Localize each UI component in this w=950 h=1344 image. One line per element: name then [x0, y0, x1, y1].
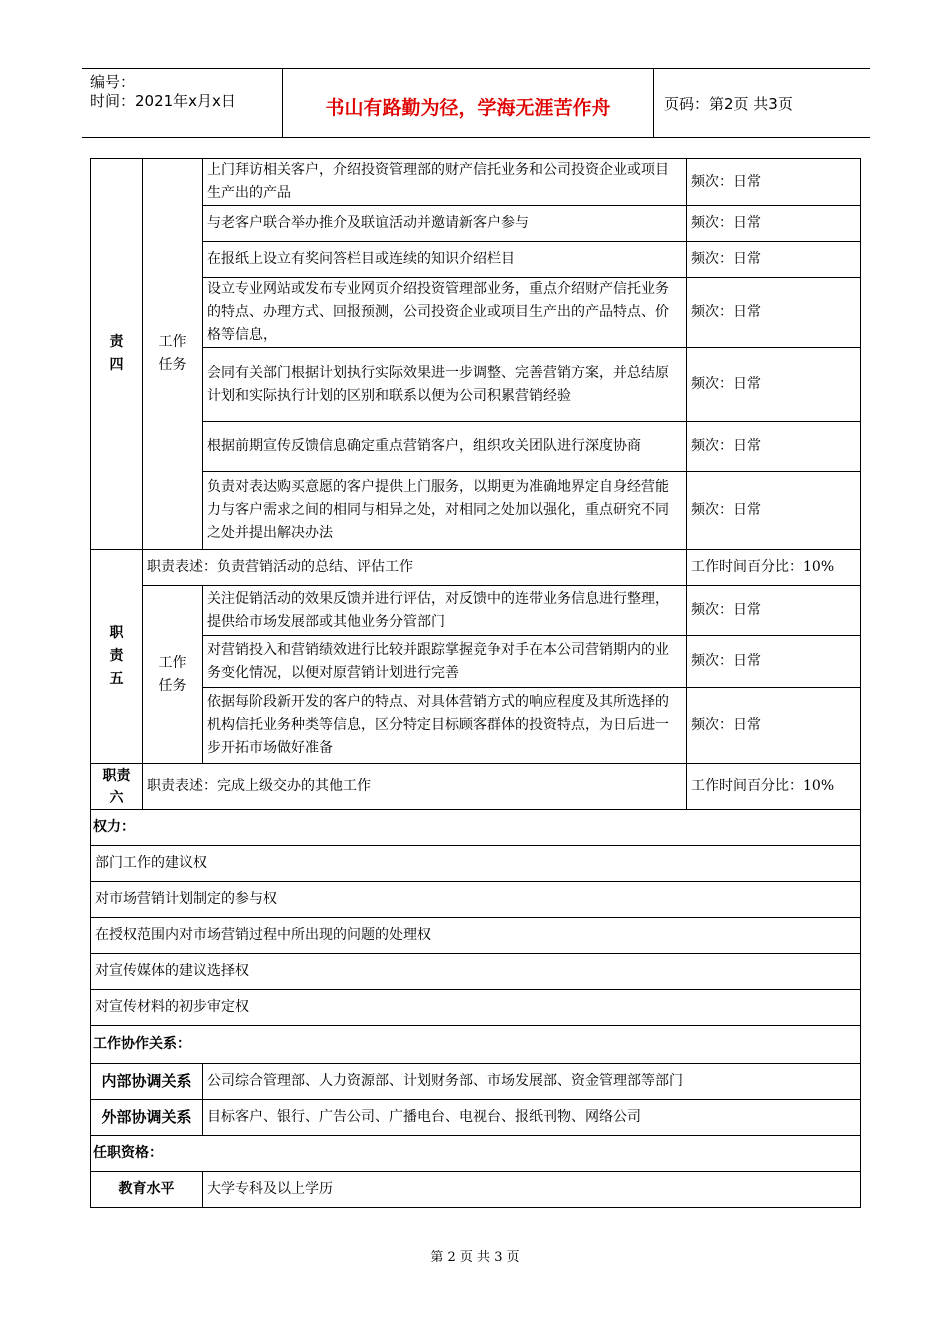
- duty4-task-frequency: 频次：日常: [687, 348, 861, 422]
- duty4-task-row: [91, 472, 861, 550]
- duty4-label: 责 四: [91, 159, 143, 550]
- education-label: 教育水平: [91, 1172, 203, 1208]
- page-header: [82, 68, 870, 138]
- duty5-label: 职 责 五: [91, 550, 143, 764]
- power-item: 对宣传材料的初步审定权: [91, 990, 861, 1026]
- duty4-task-text: 负责对表达购买意愿的客户提供上门服务，以期更为准确地界定自身经营能力与客户需求之间的相同与相异之处，对相同之处加以强化，重点研究不同之处并提出解决办法: [203, 472, 687, 550]
- duty6-time-percent: 工作时间百分比：10%: [687, 764, 861, 810]
- qualifications-title: 任职资格：: [91, 1136, 861, 1172]
- number-label: 编号：: [90, 73, 136, 91]
- duty5-task-frequency: 频次：日常: [687, 586, 861, 636]
- header-motto: 书山有路勤为径，学海无涯苦作舟: [282, 69, 654, 137]
- power-row: [91, 846, 861, 882]
- duty5-task-row: [91, 688, 861, 764]
- education-value: 大学专科及以上学历: [203, 1172, 861, 1208]
- duty4-task-row: [91, 348, 861, 422]
- duty4-task-text: 根据前期宣传反馈信息确定重点营销客户，组织攻关团队进行深度协商: [203, 422, 687, 472]
- duty4-task-frequency: 频次：日常: [687, 242, 861, 278]
- duty4-task-text: 会同有关部门根据计划执行实际效果进一步调整、完善营销方案，并总结原计划和实际执行计划的区别和联系以便为公司积累营销经验: [203, 348, 687, 422]
- duty6-label: 职责 六: [91, 764, 143, 810]
- power-row: [91, 918, 861, 954]
- internal-relations-value: 公司综合管理部、人力资源部、计划财务部、市场发展部、资金管理部等部门: [203, 1064, 861, 1100]
- powers-title: 权力：: [91, 810, 861, 846]
- duty6-description: 职责表述：完成上级交办的其他工作: [143, 764, 687, 810]
- powers-title-row: [91, 810, 861, 846]
- power-item: 对宣传媒体的建议选择权: [91, 954, 861, 990]
- relations-title-row: [91, 1026, 861, 1064]
- power-row: [91, 954, 861, 990]
- duty5-time-percent: 工作时间百分比：10%: [687, 550, 861, 586]
- duty4-task-row: [91, 422, 861, 472]
- duty4-task-text: 设立专业网站或发布专业网页介绍投资管理部业务，重点介绍财产信托业务的特点、办理方式、回报预测，公司投资企业或项目生产出的产品特点、价格等信息，: [203, 278, 687, 348]
- power-item: 对市场营销计划制定的参与权: [91, 882, 861, 918]
- power-item: 在授权范围内对市场营销过程中所出现的问题的处理权: [91, 918, 861, 954]
- internal-relations-label: 内部协调关系: [91, 1064, 203, 1100]
- duty4-task-row: [91, 206, 861, 242]
- power-row: [91, 990, 861, 1026]
- duty4-task-row: [91, 242, 861, 278]
- duty5-task-row: [91, 636, 861, 688]
- header-meta: [82, 69, 282, 137]
- page-footer: 第 2 页 共 3 页: [430, 1250, 520, 1265]
- duty5-task-text: 关注促销活动的效果反馈并进行评估，对反馈中的连带业务信息进行整理，提供给市场发展部或其他业务分管部门: [203, 586, 687, 636]
- duty4-task-text: 在报纸上设立有奖问答栏目或连续的知识介绍栏目: [203, 242, 687, 278]
- power-row: [91, 882, 861, 918]
- duty5-task-frequency: 频次：日常: [687, 688, 861, 764]
- duty4-task-label: 工作 任务: [143, 159, 203, 550]
- duty5-task-label: 工作 任务: [143, 586, 203, 764]
- header-page-number: 页码：第2页 共3页: [664, 94, 793, 113]
- qualifications-title-row: [91, 1136, 861, 1172]
- education-row: [91, 1172, 861, 1208]
- duty4-task-text: 与老客户联合举办推介及联谊活动并邀请新客户参与: [203, 206, 687, 242]
- duty4-task-frequency: 频次：日常: [687, 472, 861, 550]
- duty6-row: [91, 764, 861, 810]
- power-item: 部门工作的建议权: [91, 846, 861, 882]
- duty4-task-text: 上门拜访相关客户，介绍投资管理部的财产信托业务和公司投资企业或项目生产出的产品: [203, 159, 687, 206]
- external-relations-value: 目标客户、银行、广告公司、广播电台、电视台、报纸刊物、网络公司: [203, 1100, 861, 1136]
- duty5-task-frequency: 频次：日常: [687, 636, 861, 688]
- internal-relations-row: [91, 1064, 861, 1100]
- duty4-task-row: [91, 278, 861, 348]
- duty4-task-row: [91, 159, 861, 206]
- duty5-description: 职责表述：负责营销活动的总结、评估工作: [143, 550, 687, 586]
- duty4-task-frequency: 频次：日常: [687, 159, 861, 206]
- relations-title: 工作协作关系：: [91, 1026, 861, 1064]
- duty5-description-row: [91, 550, 861, 586]
- duty5-task-row: [91, 586, 861, 636]
- duty4-task-frequency: 频次：日常: [687, 278, 861, 348]
- duty5-task-text: 对营销投入和营销绩效进行比较并跟踪掌握竞争对手在本公司营销期内的业务变化情况，以便对原营销计划进行完善: [203, 636, 687, 688]
- external-relations-label: 外部协调关系: [91, 1100, 203, 1136]
- external-relations-row: [91, 1100, 861, 1136]
- duty5-task-text: 依据每阶段新开发的客户的特点、对具体营销方式的响应程度及其所选择的机构信托业务种类等信息，区分特定目标顾客群体的投资特点，为日后进一步开拓市场做好准备: [203, 688, 687, 764]
- time-label: 时间：2021年x月x日: [90, 92, 236, 110]
- duty4-task-frequency: 频次：日常: [687, 206, 861, 242]
- duty4-task-frequency: 频次：日常: [687, 422, 861, 472]
- job-description-table: [90, 158, 861, 1208]
